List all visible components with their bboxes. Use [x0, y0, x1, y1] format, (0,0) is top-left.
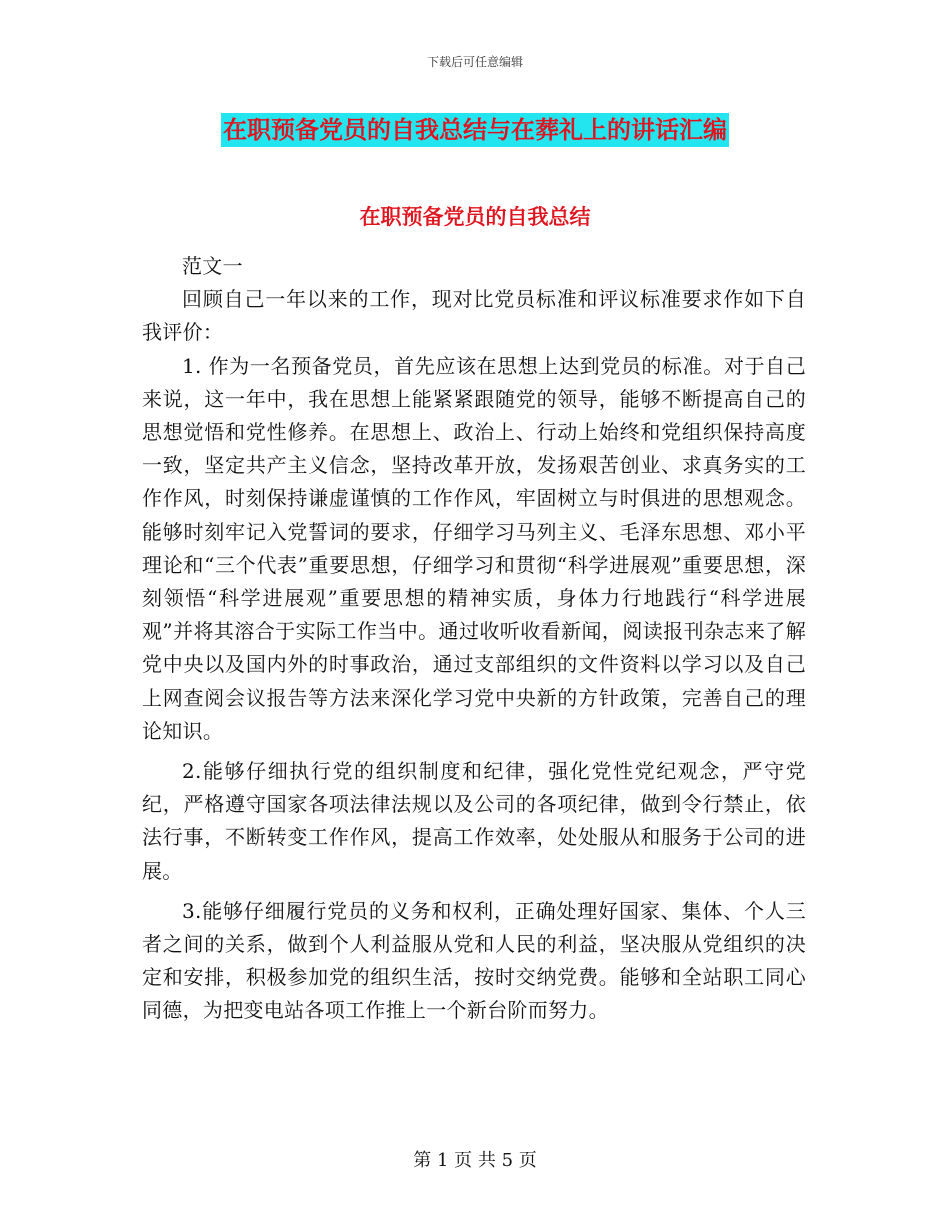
paragraph-sample-label: 范文一 — [182, 254, 243, 278]
document-body — [142, 250, 806, 1028]
paragraph-intro: 回顾自己一年以来的工作，现对比党员标准和评议标准要求作如下自我评价： — [142, 287, 806, 345]
paragraph-point-1: 1. 作为一名预备党员，首先应该在思想上达到党员的标准。对于自己来说，这一年中，我在思想上能紧紧跟随党的领导，能够不断提高自己的思想觉悟和党性修养。在思想上、政治上、行动上始终和党组织保持高度一致，坚定共产主义信念，坚持改革开放，发扬艰苦创业、求真务实的工作作风，时刻保持谦虚谨慎的工作作风，牢固树立与时俱进的思想观念。能够时刻牢记入党誓词的要求，仔细学习马列主义、毛泽东思想、邓小平理论和“三个代表”重要思想，仔细学习和贯彻“科学进展观”重要思想，深刻领悟“科学进展观”重要思想的精神实质，身体力行地践行“科学进展观”并将其溶合于实际工作当中。通过收听收看新闻，阅读报刊杂志来了解党中央以及国内外的时事政治，通过支部组织的文件资料以学习以及自己上网查阅会议报告等方法来深化学习党中央新的方针政策，完善自己的理论知识。 — [142, 353, 806, 743]
page-header-note: 下载后可任意编辑 — [426, 55, 523, 69]
document-main-title: 在职预备党员的自我总结与在葬礼上的讲话汇编 — [221, 113, 729, 147]
main-title-container — [0, 113, 950, 147]
section-title: 在职预备党员的自我总结 — [359, 205, 591, 229]
paragraph-point-3: 3.能够仔细履行党员的义务和权利，正确处理好国家、集体、个人三者之间的关系，做到个人利益服从党和人民的利益，坚决服从党组织的决定和安排，积极参加党的组织生活，按时交纳党费。能够和全站职工同心同德，为把变电站各项工作推上一个新台阶而努力。 — [142, 898, 806, 1023]
page-number-footer: 第 1 页 共 5 页 — [413, 1150, 537, 1171]
paragraph-point-2: 2.能够仔细执行党的组织制度和纪律，强化党性党纪观念，严守党纪，严格遵守国家各项法律法规以及公司的各项纪律，做到令行禁止，依法行事，不断转变工作作风，提高工作效率，处处服从和服务于公司的进展。 — [142, 759, 806, 883]
